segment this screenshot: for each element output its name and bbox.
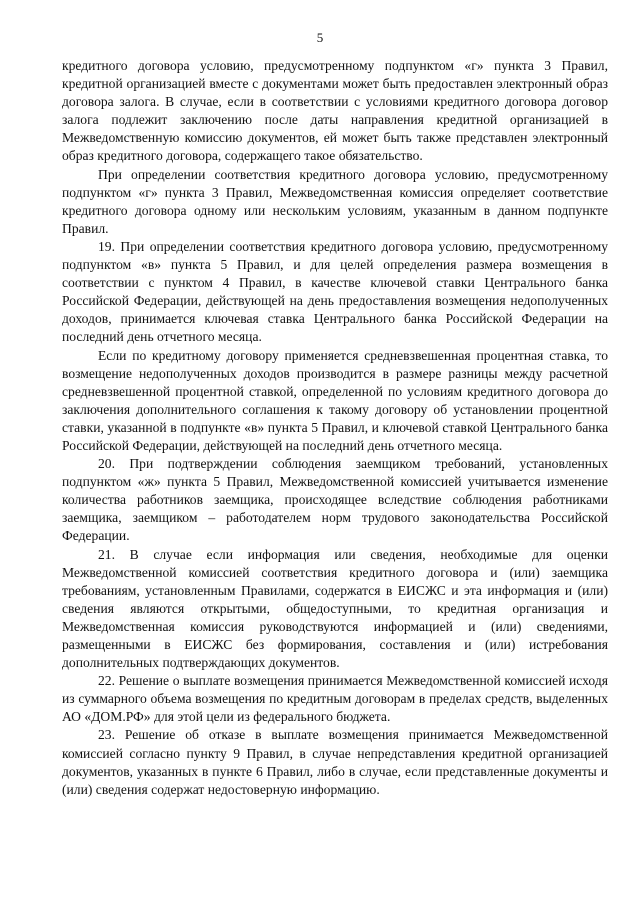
paragraph-clause-19: 19. При определении соответствия кредитного договора условию, предусмотренному подпунктом «в» пункта 5 Правил, и для целей определения размера возмещения в соответствии с пунктом 4 Правил, в качестве ключевой ставки Центрального банка Российской Федерации, действующей на день предоставления возмещения недополученных доходов, принимается ключевая ставка Центрального банка Российской Федерации на последний день отчетного месяца.	[62, 238, 608, 345]
paragraph-clause-21: 21. В случае если информация или сведения, необходимые для оценки Межведомственной комиссией соответствия кредитного договора и (или) заемщика требованиям, установленным Правилами, содержатся в ЕИСЖС и эта информация и (или) сведения являются открытыми, общедоступными, то кредитная организация и Межведомственная комиссия руководствуются информацией и (или) сведениями, размещенными в ЕИСЖС без формирования, составления и (или) истребования дополнительных подтверждающих документов.	[62, 546, 608, 671]
paragraph-clause-22: 22. Решение о выплате возмещения принимается Межведомственной комиссией исходя из суммарного объема возмещения по кредитным договорам в пределах средств, выделенных АО «ДОМ.РФ» для этой цели из федерального бюджета.	[62, 673, 608, 725]
page-number: 5	[316, 30, 324, 45]
paragraph: Если по кредитному договору применяется средневзвешенная процентная ставка, то возмещение недополученных доходов производится в размере разницы между расчетной средневзвешенной процентной ставкой, определенной по условиям кредитного договора до заключения дополнительного соглашения к такому договору об установлении процентной ставки, указанной в подпункте «в» пункта 5 Правил, и ключевой ставкой Центрального банка Российской Федерации, действующей на последний день отчетного месяца.	[62, 347, 608, 453]
document-body	[62, 57, 608, 799]
paragraph-continuation: кредитного договора условию, предусмотренному подпунктом «г» пункта 3 Правил, кредитной организацией вместе с документами может быть предоставлен электронный образ договора залога. В случае, если в соответствии с условиями кредитного договора договор залога подлежит заключению после даты направления кредитной организацией в Межведомственную комиссию документов, ей может быть также представлен электронный образ кредитного договора, содержащего такое обязательство.	[62, 58, 608, 164]
paragraph: При определении соответствия кредитного договора условию, предусмотренному подпунктом «г» пункта 3 Правил, Межведомственная комиссия определяет соответствие кредитного договора одному или нескольким условиям, указанным в данном подпункте Правил.	[62, 166, 608, 236]
paragraph-clause-20: 20. При подтверждении соблюдения заемщиком требований, установленных подпунктом «ж» пункта 5 Правил, Межведомственной комиссией учитывается изменение количества работников заемщика, происходящее вследствие соблюдения работниками заемщика, заемщиком – работодателем норм трудового законодательства Российской Федерации.	[62, 456, 608, 544]
paragraph-clause-23: 23. Решение об отказе в выплате возмещения принимается Межведомственной комиссией согласно пункту 9 Правил, в случае непредставления кредитной организацией документов, указанных в пункте 6 Правил, либо в случае, если представленные документы и (или) сведения содержат недостоверную информацию.	[62, 727, 608, 797]
